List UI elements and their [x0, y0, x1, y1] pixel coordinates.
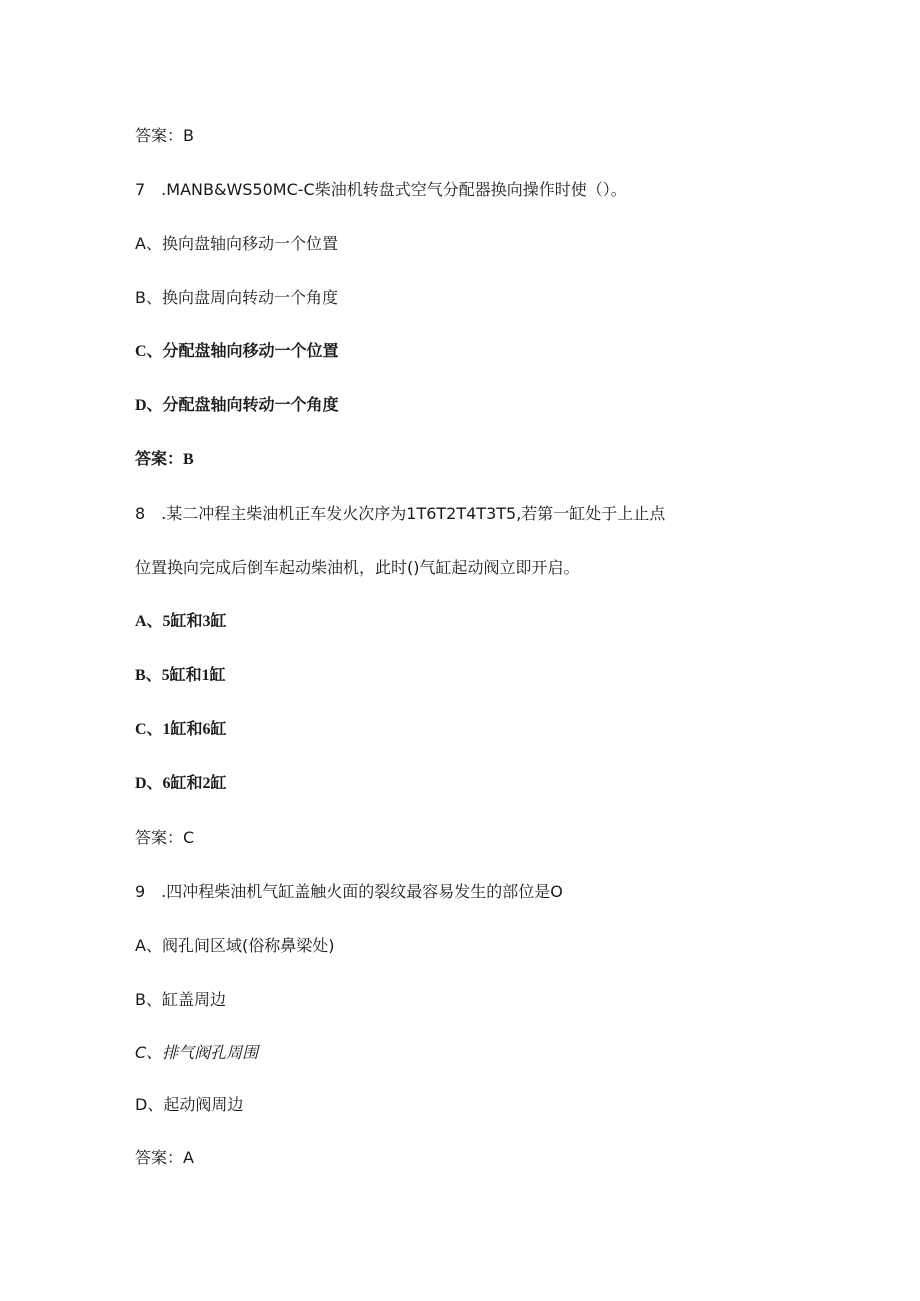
q7-option-c: C、分配盘轴向移动一个位置 [135, 343, 339, 360]
q8-option-a: A、5缸和3缸 [135, 613, 227, 630]
answer-8: 答案：C [135, 828, 195, 847]
question-8-line-1: 8 .某二冲程主柴油机正车发火次序为1T6T2T4T3T5,若第一缸处于上止点 [135, 504, 666, 523]
q9-option-d: D、起动阀周边 [135, 1095, 244, 1114]
answer-9: 答案：A [135, 1148, 194, 1167]
q8-option-b: B、5缸和1缸 [135, 667, 226, 684]
question-8-line-2: 位置换向完成后倒车起动柴油机，此时()气缸起动阀立即开启。 [135, 558, 580, 577]
question-7: 7 .MANB&WS50MC-C柴油机转盘式空气分配器换向操作时使（）。 [135, 180, 627, 199]
q7-option-a: A、换向盘轴向移动一个位置 [135, 234, 338, 253]
q8-option-d: D、6缸和2缸 [135, 775, 227, 792]
answer-6: 答案：B [135, 126, 194, 145]
q9-option-a: A、阀孔间区域(俗称鼻梁处) [135, 936, 335, 955]
q7-option-b: B、换向盘周向转动一个角度 [135, 288, 338, 307]
q8-option-c: C、1缸和6缸 [135, 721, 227, 738]
q9-option-b: B、缸盖周边 [135, 990, 226, 1009]
q7-option-d: D、分配盘轴向转动一个角度 [135, 397, 339, 414]
answer-7: 答案：B [135, 451, 194, 468]
q9-option-c: C、排气阀孔周围 [135, 1043, 259, 1062]
question-9: 9 .四冲程柴油机气缸盖触火面的裂纹最容易发生的部位是O [135, 882, 563, 901]
